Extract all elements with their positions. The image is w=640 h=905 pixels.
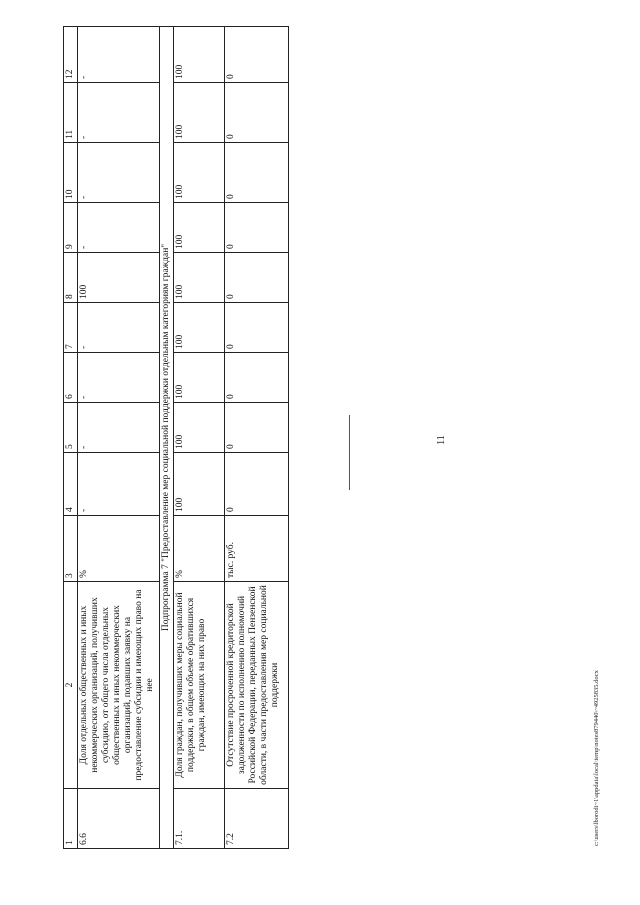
col-number: 11 [64,83,78,143]
value-cell: 0 [224,203,288,253]
value-cell: 0 [224,353,288,403]
value-cell: - [78,203,160,253]
col-number: 3 [64,516,78,582]
value-cell: 0 [224,27,288,83]
value-cell: - [78,303,160,353]
column-number-row [64,27,78,849]
row-number: 7.1. [174,789,224,849]
col-number: 4 [64,453,78,516]
table-row [78,27,160,849]
table-row [174,27,224,849]
row-number: 7.2 [224,789,288,849]
value-cell: - [78,353,160,403]
value-cell: 0 [224,253,288,303]
subprogram-row [160,27,174,849]
col-number: 2 [64,582,78,789]
value-cell: 0 [224,143,288,203]
col-number: 9 [64,203,78,253]
value-cell: 100 [174,253,224,303]
value-cell: 100 [174,453,224,516]
table-row [224,27,288,849]
value-cell: 100 [174,303,224,353]
value-cell: 100 [174,27,224,83]
indicator-name: Доля граждан, получивших меры социальной поддержки, в общем объеме обратившихся граждан, имеющих на них право [174,582,224,789]
indicator-name: Доля отдельных общественных и иных некоммерческих организаций, получивших субсидию, от общего числа отдельных общественных и иных некоммерческих организаций, подавших заявку на предоставление субсидии и имеющих право на нее [78,582,160,789]
divider-line [349,415,350,490]
value-cell: 0 [224,83,288,143]
value-cell: - [78,453,160,516]
value-cell: - [78,27,160,83]
col-number: 5 [64,403,78,453]
row-number: 6.6 [78,789,160,849]
col-number: 1 [64,789,78,849]
value-cell: 100 [78,253,160,303]
col-number: 8 [64,253,78,303]
document-path: c:\users\lborodi~1\appdata\local\temp\notes879440\~4925835.docx [593,670,600,846]
indicators-table [63,27,289,849]
col-number: 6 [64,353,78,403]
value-cell: 100 [174,403,224,453]
col-number: 10 [64,143,78,203]
col-number: 7 [64,303,78,353]
value-cell: - [78,403,160,453]
unit-cell: % [174,516,224,582]
value-cell: 100 [174,143,224,203]
subprogram-title: Подпрограмма 7 "Предоставление мер социальной поддержки отдельным категориям граждан" [160,27,174,849]
unit-cell: % [78,516,160,582]
value-cell: 0 [224,403,288,453]
value-cell: 100 [174,83,224,143]
value-cell: 0 [224,303,288,353]
unit-cell: тыс. руб. [224,516,288,582]
value-cell: 100 [174,353,224,403]
value-cell: - [78,143,160,203]
value-cell: - [78,83,160,143]
value-cell: 0 [224,453,288,516]
indicator-name: Отсутствие просроченной кредиторской задолженности по исполнению полномочий Российской Федерации, переданных Пензенской области, в части предоставления мер социальной поддержки [224,582,288,789]
value-cell: 100 [174,203,224,253]
col-number: 12 [64,27,78,83]
page-number: 11 [436,435,447,445]
